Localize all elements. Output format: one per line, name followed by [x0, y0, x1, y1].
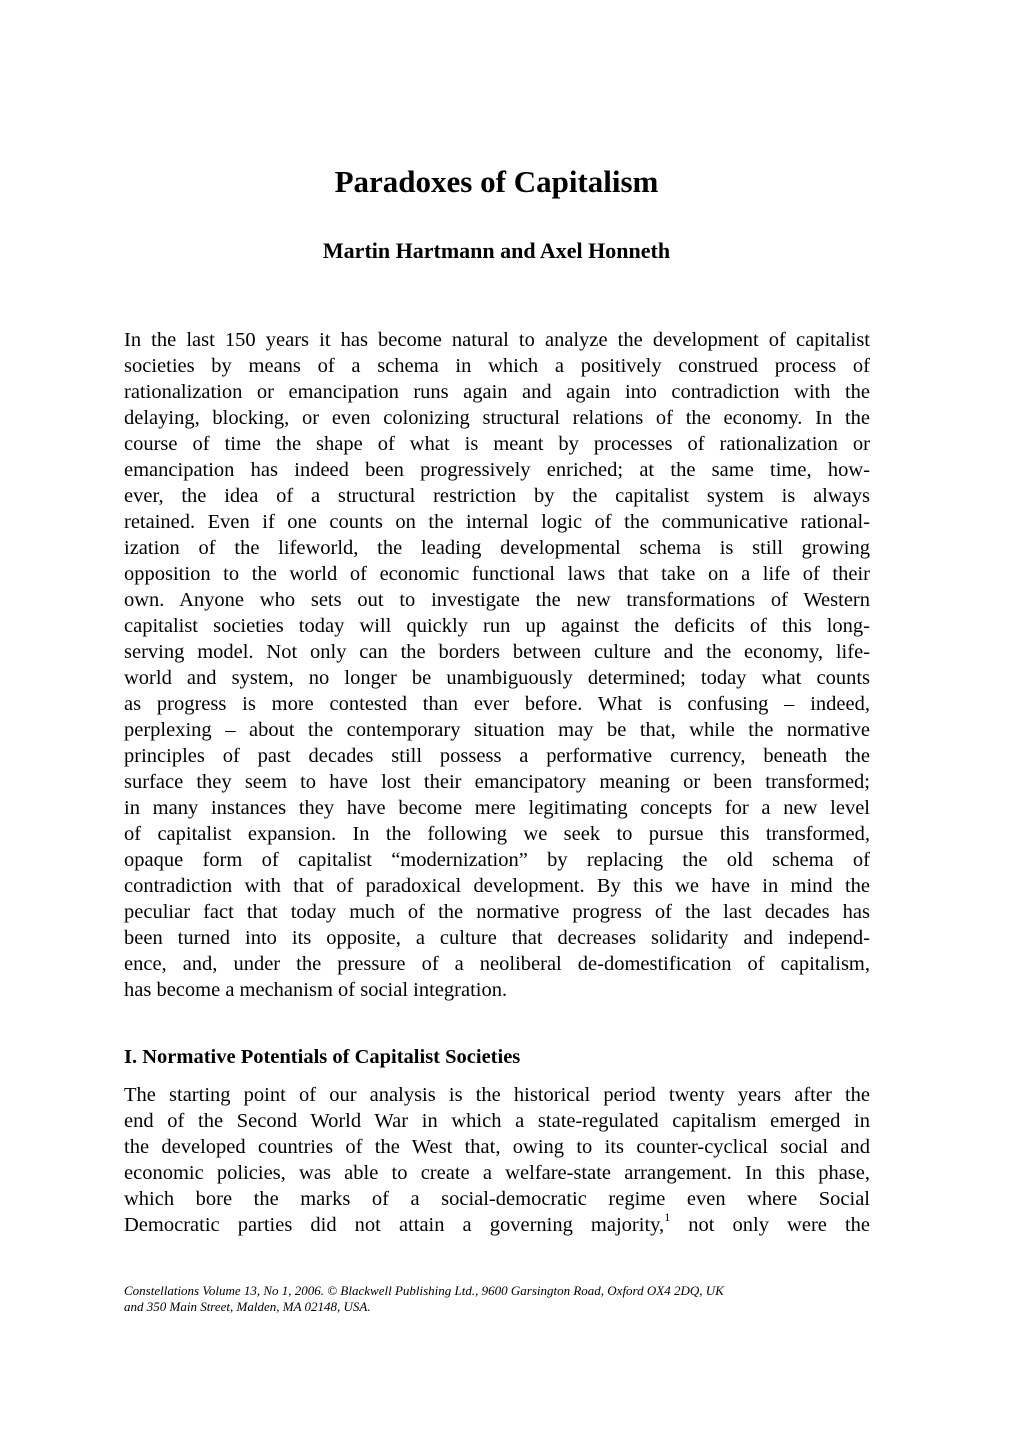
- abstract-line: course of time the shape of what is meant by processes of rationalization or: [124, 433, 870, 455]
- abstract-line: peculiar fact that today much of the normative progress of the last decades has: [124, 901, 870, 923]
- body-line-with-footnote: [124, 1212, 870, 1238]
- abstract-line: In the last 150 years it has become natural to analyze the development of capitalist: [124, 329, 870, 351]
- abstract-line: delaying, blocking, or even colonizing structural relations of the economy. In the: [124, 407, 870, 429]
- abstract-line: rationalization or emancipation runs again and again into contradiction with the: [124, 381, 870, 403]
- article-authors: Martin Hartmann and Axel Honneth: [322, 238, 671, 263]
- abstract-line: surface they seem to have lost their emancipatory meaning or been transformed;: [124, 771, 870, 793]
- publication-footer: [124, 1283, 870, 1315]
- abstract-line: ever, the idea of a structural restriction by the capitalist system is always: [124, 485, 870, 507]
- footnote-reference[interactable]: 1: [664, 1210, 671, 1225]
- abstract-line: as progress is more contested than ever before. What is confusing – indeed,: [124, 693, 870, 715]
- abstract-line: retained. Even if one counts on the internal logic of the communicative rational-: [124, 511, 870, 533]
- body-line: the developed countries of the West that, owing to its counter-cyclical social and: [124, 1136, 870, 1158]
- abstract-line: perplexing – about the contemporary situation may be that, while the normative: [124, 719, 870, 741]
- abstract-line: ence, and, under the pressure of a neoliberal de-domestification of capitalism,: [124, 953, 870, 975]
- abstract-line: opaque form of capitalist “modernization” by replacing the old schema of: [124, 849, 870, 871]
- abstract-line: contradiction with that of paradoxical development. By this we have in mind the: [124, 875, 870, 897]
- body-text-segment: not only were the: [670, 1214, 871, 1236]
- abstract-line: of capitalist expansion. In the following we seek to pursue this transformed,: [124, 823, 870, 845]
- abstract-paragraph: [124, 327, 870, 1003]
- body-text-segment: Democratic parties did not attain a governing majority,: [124, 1214, 665, 1236]
- abstract-line: opposition to the world of economic functional laws that take on a life of their: [124, 563, 870, 585]
- abstract-line: been turned into its opposite, a culture that decreases solidarity and independ-: [124, 927, 870, 949]
- section-heading: I. Normative Potentials of Capitalist Societies: [124, 1046, 521, 1068]
- abstract-line: ization of the lifeworld, the leading developmental schema is still growing: [124, 537, 870, 559]
- abstract-line: serving model. Not only can the borders between culture and the economy, life-: [124, 641, 870, 663]
- footer-line: and 350 Main Street, Malden, MA 02148, USA.: [124, 1299, 371, 1314]
- abstract-line: capitalist societies today will quickly run up against the deficits of this long-: [124, 615, 870, 637]
- abstract-line: world and system, no longer be unambiguously determined; today what counts: [124, 667, 870, 689]
- abstract-line: principles of past decades still possess a performative currency, beneath the: [124, 745, 870, 767]
- article-title: Paradoxes of Capitalism: [334, 164, 659, 199]
- abstract-line: societies by means of a schema in which a positively construed process of: [124, 355, 870, 377]
- abstract-line: own. Anyone who sets out to investigate the new transformations of Western: [124, 589, 870, 611]
- abstract-line: has become a mechanism of social integration.: [124, 979, 508, 1001]
- body-line: end of the Second World War in which a state-regulated capitalism emerged in: [124, 1110, 870, 1132]
- body-line: economic policies, was able to create a welfare-state arrangement. In this phase,: [124, 1162, 870, 1184]
- footer-line: Constellations Volume 13, No 1, 2006. © Blackwell Publishing Ltd., 9600 Garsington Road, Oxford OX4 2DQ, UK: [124, 1283, 724, 1298]
- body-line: The starting point of our analysis is the historical period twenty years after the: [124, 1084, 870, 1106]
- body-line: which bore the marks of a social-democratic regime even where Social: [124, 1188, 870, 1210]
- abstract-line: emancipation has indeed been progressively enriched; at the same time, how-: [124, 459, 870, 481]
- abstract-line: in many instances they have become mere legitimating concepts for a new level: [124, 797, 870, 819]
- body-paragraph: [124, 1082, 870, 1238]
